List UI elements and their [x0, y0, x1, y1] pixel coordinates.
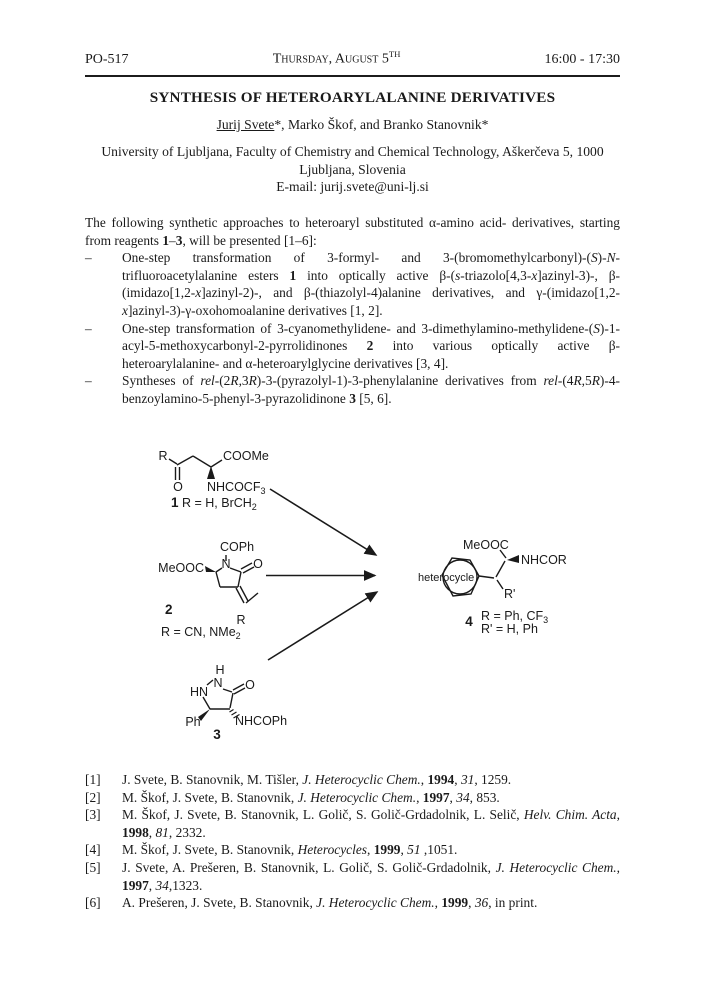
reference-item — [85, 789, 620, 807]
svg-text:R = Ph, CF3: R = Ph, $CF_3$ — [481, 609, 549, 625]
svg-text:4: 4 — [465, 614, 473, 629]
intro-paragraph: The following synthetic approaches to heteroaryl substituted α-amino acid- derivatives, starting from reagents 1–3, will be presented [1–6]: — [85, 215, 620, 248]
svg-text:HN: HN — [189, 685, 209, 699]
svg-text:2: 2 — [165, 602, 173, 617]
reference-item — [85, 859, 620, 894]
svg-text:H: H — [215, 663, 225, 677]
bullet-dash: – — [85, 250, 92, 266]
structure-3 — [185, 663, 287, 742]
paper-title: SYNTHESIS OF HETEROARYLALANINE DERIVATIVES — [149, 89, 556, 106]
reference-number: [2] — [85, 789, 101, 805]
arrow-from-3 — [268, 592, 377, 660]
svg-text:NHCOCF3: $NHCOCF_3$ — [207, 480, 266, 496]
svg-text:1 R = H, BrCH2: 1 R = H, BrCH$_2$ — [171, 495, 257, 512]
svg-text:R = CN, NMe2: R = CN, NMe$_2$ — [161, 625, 241, 641]
svg-text:R' = H, Ph: R' = H, Ph — [481, 622, 538, 636]
reference-text: M. Škof, J. Svete, B. Stanovnik, L. Golič, S. Golič-Grdadolnik, L. Selič, Helv. Chim. Acta, 1998, 81, 2332. — [122, 807, 620, 840]
author-line: Jurij Svete*, Marko Škof, and Branko Stanovnik* — [216, 117, 489, 132]
page-header — [85, 49, 620, 77]
reference-number: [4] — [85, 842, 101, 858]
structure-4 — [418, 538, 567, 636]
bullet-item — [85, 320, 620, 373]
svg-text:N: N — [213, 676, 223, 690]
session-date: Thursday, August 5TH — [272, 49, 401, 67]
reference-number: [6] — [85, 895, 101, 911]
svg-text:R: R — [158, 449, 168, 463]
bullet-dash: – — [85, 320, 92, 336]
svg-text:NHCOPh: NHCOPh — [235, 714, 288, 728]
affiliation-text: University of Ljubljana, Faculty of Chemistry and Chemical Technology, Aškerčeva 5, 1000 Ljubljana, Slovenia — [101, 144, 604, 177]
arrow-from-1 — [270, 489, 376, 555]
bullet-item — [85, 249, 620, 319]
reference-text: M. Škof, J. Svete, B. Stanovnik, Heterocycles, 1999, 51 ,1051. — [122, 842, 458, 858]
svg-text:R': R' — [504, 587, 516, 601]
reference-text: A. Prešeren, J. Svete, B. Stanovnik, J. Heterocyclic Chem., 1999, 36, in print. — [122, 895, 538, 911]
bullet-dash: – — [85, 373, 92, 389]
reference-item — [85, 841, 620, 859]
abstract-body — [85, 214, 620, 408]
bullet-text: Syntheses of rel-(2R,3R)-3-(pyrazolyl-1)-3-phenylalanine derivatives from rel-(4R,5R)-4-benzoylamino-5-phenyl-3-pyrazolidinone 3 [5, 6]. — [122, 373, 620, 406]
svg-text:O: O — [173, 480, 183, 494]
reference-number: [5] — [85, 859, 101, 875]
session-time: 16:00 - 17:30 — [544, 51, 620, 67]
reference-item — [85, 771, 620, 789]
reference-text: J. Svete, A. Prešeren, B. Stanovnik, L. Golič, S. Golič-Grdadolnik, J. Heterocyclic Chem., 1997, 34,1323. — [122, 859, 620, 893]
reference-text: J. Svete, B. Stanovnik, M. Tišler, J. Heterocyclic Chem., 1994, 31, 1259. — [122, 772, 512, 787]
svg-text:MeOOC: MeOOC — [158, 561, 204, 575]
svg-text:O: O — [253, 557, 263, 571]
reference-item — [85, 894, 620, 912]
reference-number: [1] — [85, 772, 101, 787]
affiliation-block — [85, 143, 620, 196]
session-code: PO-517 — [85, 51, 129, 67]
reference-item — [85, 806, 620, 841]
reaction-scheme — [0, 430, 704, 780]
svg-text:COOMe: COOMe — [223, 449, 269, 463]
reference-number: [3] — [85, 807, 101, 823]
svg-text:O: O — [245, 678, 255, 692]
bullet-item — [85, 372, 620, 407]
structure-1 — [158, 449, 268, 512]
svg-text:3: 3 — [213, 727, 221, 742]
svg-text:MeOOC: MeOOC — [463, 538, 509, 552]
email-text: E-mail: jurij.svete@uni-lj.si — [276, 179, 429, 194]
svg-text:R: R — [236, 613, 246, 627]
references-list — [85, 771, 620, 912]
reference-text: M. Škof, J. Svete, B. Stanovnik, J. Heterocyclic Chem., 1997, 34, 853. — [122, 789, 500, 805]
bullet-text: One-step transformation of 3-formyl- and 3-(bromomethylcarbonyl)-(S)-N-trifluoroacetylalanine esters 1 into optically active β-(s-triazolo[4,3-x]azinyl-3)-, β-(imidazo[1,2-x]azinyl-2)-, and β-(thiazolyl-4)alanine derivatives, and γ-(imidazo[1,2-x]azinyl-3)-γ-oxohomoalanine derivatives [1, 2]. — [122, 250, 621, 318]
svg-text:Ph: Ph — [185, 715, 201, 729]
bullet-text: One-step transformation of 3-cyanomethylidene- and 3-dimethylamino-methylidene-(S)-1-acyl-5-methoxycarbonyl-2-pyrrolidinones 2 into various optically active β-heteroarylalanine- and α-heteroarylglycine derivatives [3, 4]. — [122, 320, 620, 371]
svg-text:N: N — [221, 557, 231, 571]
svg-text:COPh: COPh — [220, 540, 255, 554]
svg-text:heterocycle: heterocycle — [418, 572, 475, 584]
svg-text:NHCOR: NHCOR — [521, 553, 567, 567]
structure-2 — [158, 540, 263, 641]
